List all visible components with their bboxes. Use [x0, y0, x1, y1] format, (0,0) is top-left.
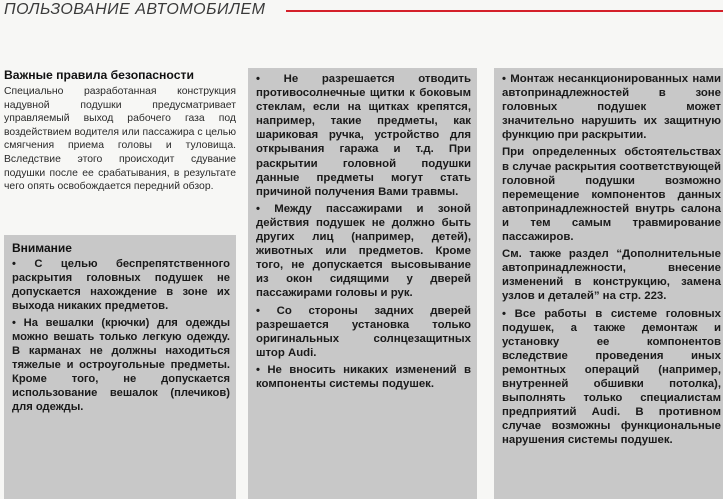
- header-rule: [286, 10, 723, 12]
- warning-item: • С целью беспрепятственного раскрытия головных подушек не допускается нахождение в зоне их выхода никаких предметов.: [12, 258, 230, 312]
- warning-item: • Не разрешается отводить противосолнечные щитки к боковым стеклам, если на щитках крепятся, например, такие предметы, как шариковая ручка, устройство для открывания гаража и т.д. При раскрытии головной подушки данные предметы могут стать причиной получения Вами травмы.: [256, 73, 471, 198]
- warning-box: [4, 235, 236, 499]
- warning-item: • Монтаж несанкционированных нами автопринадлежностей в зоне головных подушек может значительно нарушить их защитную функцию при раскрытии.: [502, 73, 721, 142]
- warning-item: • Со стороны задних дверей разрешается установка только оригинальных солнцезащитных штор Audi.: [256, 304, 471, 359]
- warning-item: • Не вносить никаких изменений в компоненты системы подушек.: [256, 363, 471, 390]
- warning-heading: Внимание: [12, 241, 72, 255]
- warning-item: См. также раздел “Дополнительные автопринадлежности, внесение изменений в конструкцию, замена узлов и деталей” на стр. 223.: [502, 248, 721, 303]
- warning-item: При определенных обстоятельствах в случае раскрытия соответствующей головной подушки возможно перемещение компонентов данных автопринадлежностей внутрь салона и тем самым травмирование пассажиров.: [502, 146, 721, 244]
- warning-column-3: [494, 68, 723, 499]
- page-header: [0, 0, 723, 24]
- warning-item: • Все работы в системе головных подушек, а также демонтаж и установку ее компонентов вследствие проведения иных ремонтных операций (например, внутренней обшивки потолка), выполнять только специалистам предприятий Audi. В противном случае возможны функциональные нарушения системы подушек.: [502, 307, 721, 447]
- warning-item: • На вешалки (крючки) для одежды можно вешать только легкую одежду. В карманах не должны находиться тяжелые и остроугольные предметы. Кроме того, не допускается использование вешалок (плечиков) для одежды.: [12, 317, 230, 413]
- warning-column-2: [248, 68, 477, 499]
- safety-rules-intro: Специально разработанная конструкция надувной подушки предусматривает управляемый выход рабочего газа под воздействием водителя или пассажира с целью смягчения приема головы и туловища. Вследствие этого происходит сдувание подушки после ее срабатывания, в результате чего опять освобождается передний обзор.: [4, 86, 236, 193]
- warning-item: • Между пассажирами и зоной действия подушек не должно быть других лиц (например, детей), животных или предметов. Кроме того, не допускается высовывание из окон сидящими у дверей пассажирами головы и рук.: [256, 202, 471, 300]
- section-title: ПОЛЬЗОВАНИЕ АВТОМОБИЛЕМ: [4, 1, 266, 18]
- safety-rules-section: [4, 68, 236, 194]
- safety-rules-heading: Важные правила безопасности: [4, 68, 194, 82]
